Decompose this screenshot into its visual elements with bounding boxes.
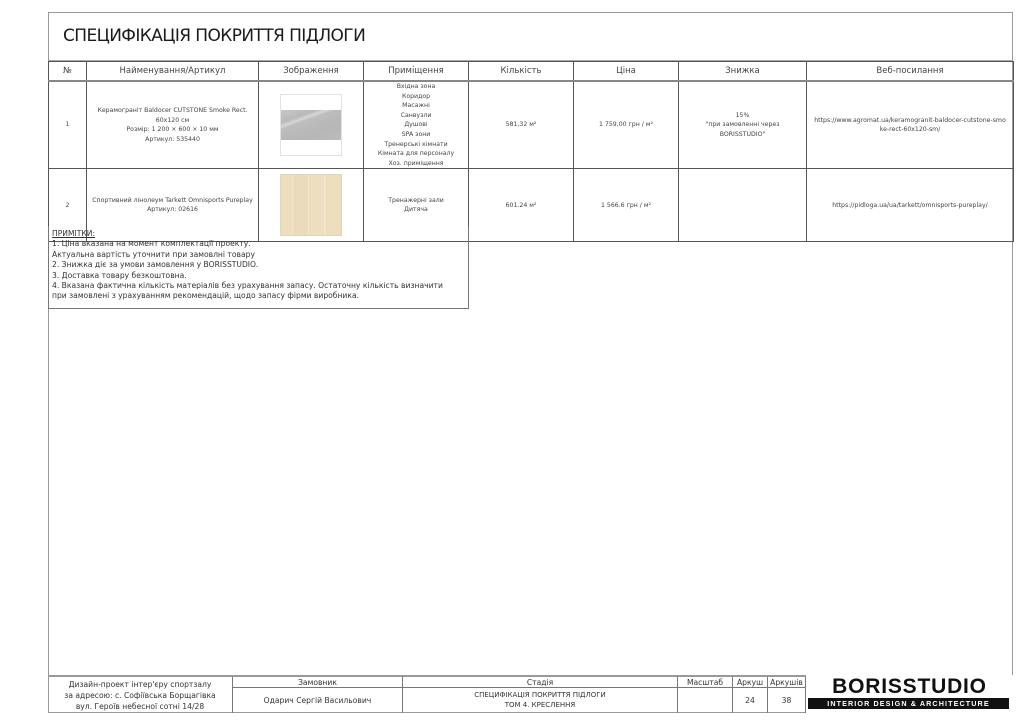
rooms-list (364, 81, 469, 169)
product-name-line: 60x120 см (155, 116, 190, 124)
note-line: 2. Знижка діє за умови замовлення у BORISSTUDIO. (52, 260, 259, 270)
project-description (48, 677, 233, 713)
sheets-total-cell (768, 677, 806, 713)
discount (679, 81, 807, 169)
logo-tagline: INTERIOR DESIGN & ARCHITECTURE (808, 698, 1009, 709)
room-item: Тренерські кімнати (384, 140, 448, 148)
price: 1 759,00 грн / м² (574, 81, 679, 169)
scale-value (678, 688, 732, 713)
stage-cell (403, 677, 678, 713)
product-image-cell (259, 81, 364, 169)
column-header-discount: Знижка (679, 62, 807, 82)
client-cell (233, 677, 403, 713)
sheet-value: 24 (745, 696, 755, 705)
product-name-line: Спортивний лінолеум Tarkett Omnisports Pureplay (92, 196, 253, 204)
table-row (49, 81, 1014, 169)
grey-stone-tile-image (280, 94, 342, 156)
scale-cell (678, 677, 733, 713)
room-item: Кімната для персоналу (377, 150, 455, 158)
product-name-line: Артикул: 535440 (145, 135, 200, 143)
column-header-price: Ціна (574, 62, 679, 82)
client-value: Одарич Сергій Васильович (263, 696, 372, 705)
room-item: Хоз. приміщення (388, 159, 444, 167)
web-link[interactable]: https://www.agromat.ua/keramogranit-baldocer-cutstone-smoke-rect-60x120-sm/ (807, 81, 1014, 169)
project-line: за адресою: с. Софіївська Борщагівка (64, 691, 216, 700)
column-header-number: № (49, 62, 87, 82)
project-line: вул. Героїв небесної сотні 14/28 (75, 702, 205, 711)
sheets-total-value: 38 (781, 696, 792, 705)
row-number: 1 (49, 81, 87, 169)
notes-heading: ПРИМІТКИ: (52, 229, 96, 238)
room-item: Дитяча (404, 206, 428, 214)
stage-line: СПЕЦИФІКАЦІЯ ПОКРИТТЯ ПІДЛОГИ (474, 691, 606, 699)
room-item: Тренажерні зали (388, 196, 444, 204)
page-title: СПЕЦИФІКАЦІЯ ПОКРИТТЯ ПІДЛОГИ (63, 26, 366, 46)
column-header-image: Зображення (259, 62, 364, 82)
column-header-link: Веб-посилання (807, 62, 1014, 82)
notes-box (48, 226, 469, 309)
specification-table (48, 61, 1014, 242)
logo-wordmark: BORISSTUDIO (832, 675, 987, 698)
note-line: при замовлені з урахуванням рекомендацій, щодо запасу фірми виробника. (52, 291, 360, 301)
room-item: Душові (404, 121, 428, 129)
sheet-label: Аркуш (733, 677, 767, 688)
discount-line: "при замовленні через (705, 121, 780, 129)
note-line: 3. Доставка товару безкоштовна. (52, 270, 187, 280)
column-header-rooms: Приміщення (364, 62, 469, 82)
product-name-line: Розмір: 1 200 × 600 × 10 мм (126, 126, 219, 134)
stage-line: ТОМ 4. КРЕСЛЕННЯ (504, 701, 576, 709)
title-block (48, 12, 1013, 62)
product-name-line: Керамограніт Baldocer CUTSTONE Smoke Rect. (97, 107, 248, 115)
column-header-quantity: Кількість (469, 62, 574, 82)
room-item: Вхідна зона (396, 83, 436, 90)
stage-label: Стадія (403, 677, 677, 688)
discount-line: 15% (735, 111, 750, 119)
quantity: 601.24 м² (469, 169, 574, 242)
room-item: Масажні (402, 102, 430, 110)
web-link[interactable]: https://pidloga.ua/ua/tarkett/omnisports-pureplay/ (807, 169, 1014, 242)
price: 1 566.6 грн / м² (574, 169, 679, 242)
product-name (87, 81, 259, 169)
column-header-name: Найменування/Артикул (87, 62, 259, 82)
note-line: 4. Вказана фактична кількість матеріалів без урахування запасу. Остаточну кількість визначити (52, 281, 443, 291)
product-name-line: Артикул: 02616 (147, 206, 198, 214)
note-line: Актуальна вартість уточнити при замовлні товару (52, 249, 255, 259)
stage-value (403, 690, 677, 710)
sheets-total-label: Аркушів (768, 677, 805, 688)
room-item: Санвузли (400, 111, 432, 119)
scale-label: Масштаб (678, 677, 732, 688)
company-logo (806, 675, 1013, 713)
project-line: Дизайн-проект інтер'єру спортзалу (68, 680, 212, 689)
table-header-row (49, 62, 1014, 82)
sheet-cell (733, 677, 768, 713)
note-line: 1. Ціна вказана на момент комплектації проекту. (52, 239, 251, 249)
discount-line: BORISSTUDIO" (719, 131, 766, 139)
client-label: Замовник (233, 677, 402, 688)
room-item: Коридор (401, 92, 431, 100)
quantity: 581,32 м² (469, 81, 574, 169)
room-item: SPA зони (401, 131, 431, 139)
discount (679, 169, 807, 242)
row-number: 2 (49, 169, 87, 242)
